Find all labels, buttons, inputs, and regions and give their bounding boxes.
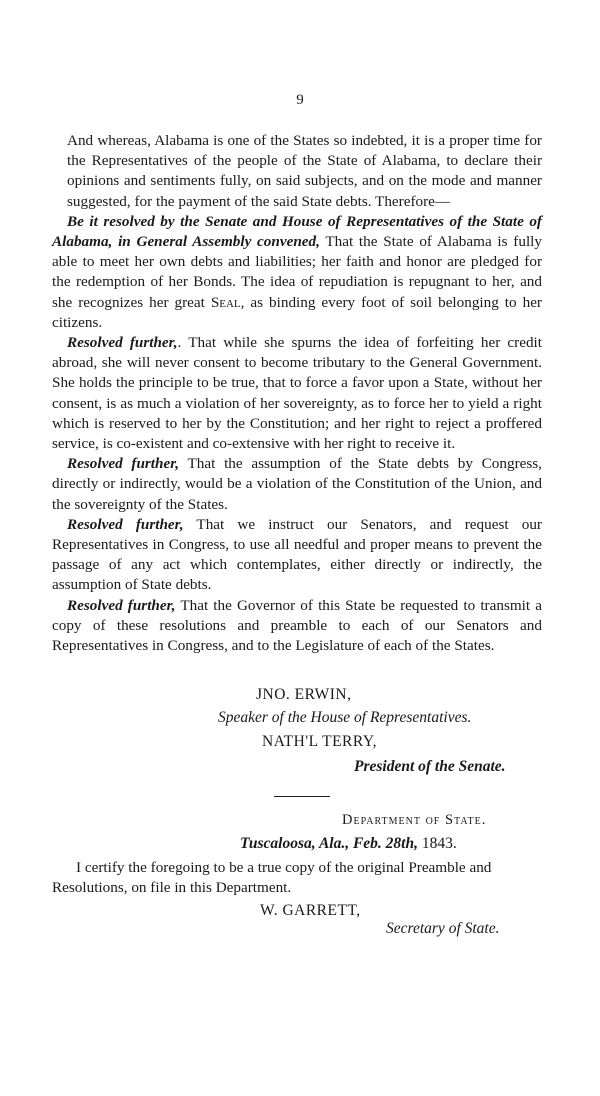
- dateline-year: 1843.: [417, 835, 457, 852]
- resolution-lead: Be it resolved by the Senate and House of Representatives of the State of Alabama, in General Assembly convened,: [52, 212, 542, 251]
- dateline-place: Tuscaloosa, Ala., Feb. 28th,: [240, 835, 418, 852]
- president-title: President of the Senate.: [354, 758, 506, 775]
- dateline: [240, 835, 457, 853]
- resolution-text: That the Governor of this State be requested to transmit a copy of these resolutions and preamble to each of our Senators and Representatives in Congress, and to the Legislature of each of the States.: [52, 596, 542, 655]
- speaker-title: Speaker of the House of Representatives.: [218, 709, 472, 726]
- resolution-paragraph-4: [52, 515, 542, 596]
- certification-text: I certify the foregoing to be a true copy of the original Preamble and Resolutions, on file in this Department.: [52, 859, 492, 896]
- secretary-title: Secretary of State.: [386, 920, 500, 937]
- seal-word: Seal: [210, 293, 241, 311]
- resolution-text: . That while she spurns the idea of forfeiting her credit abroad, she will never consent to become tributary to the General Government. She holds the principle to be true, that to force a favor upon a State, without her consent, is as much a violation of her sovereignty, as to force her to yield a right which is reserved to her by the Constitution; and her right to reject a proffered service, is co-existent and co-extensive with her right to receive it.: [52, 334, 542, 453]
- president-name: NATH'L TERRY,: [262, 733, 377, 750]
- resolution-paragraph-2: [52, 333, 542, 454]
- resolution-text: That the assumption of the State debts by Congress, directly or indirectly, would be a violation of the Constitution of the Union, and the sovereignty of the States.: [52, 455, 542, 513]
- resolution-lead: Resolved further,: [67, 596, 176, 614]
- section-divider: [274, 796, 330, 797]
- resolution-text: That the State of Alabama is fully able to meet her own debts and liabilities; her faith and honor are pledged for the redemption of her Bonds. The idea of repudiation is repugnant to her, and she recognizes her great: [52, 233, 542, 311]
- resolution-paragraph-1: [52, 212, 542, 333]
- department-heading: Department of State.: [342, 812, 487, 828]
- resolution-paragraph-5: [52, 596, 542, 657]
- certification: [52, 858, 546, 898]
- speaker-name: JNO. ERWIN,: [256, 686, 352, 703]
- resolution-text-end: , as binding every foot of soil belonging to her citizens.: [52, 293, 542, 331]
- resolution-lead: Resolved further,: [67, 455, 180, 473]
- preamble-paragraph: And whereas, Alabama is one of the States so indebted, it is a proper time for the Representatives of the people of the State of Alabama, to declare their opinions and sentiments fully, on said subjects, and on the mode and manner suggested, for the payment of the said State debts. Therefore—: [67, 132, 542, 210]
- resolution-text: That we instruct our Senators, and request our Representatives in Congress, to use all needful and proper means to prevent the passage of any act which contemplates, either directly or indirectly, the assumption of State debts.: [52, 515, 542, 594]
- resolution-paragraph-3: [52, 454, 542, 515]
- resolution-lead: Resolved further,: [67, 334, 178, 352]
- resolutions-body: [52, 131, 542, 656]
- page-number: 9: [296, 92, 304, 108]
- resolution-lead: Resolved further,: [67, 515, 184, 533]
- secretary-name: W. GARRETT,: [260, 902, 361, 919]
